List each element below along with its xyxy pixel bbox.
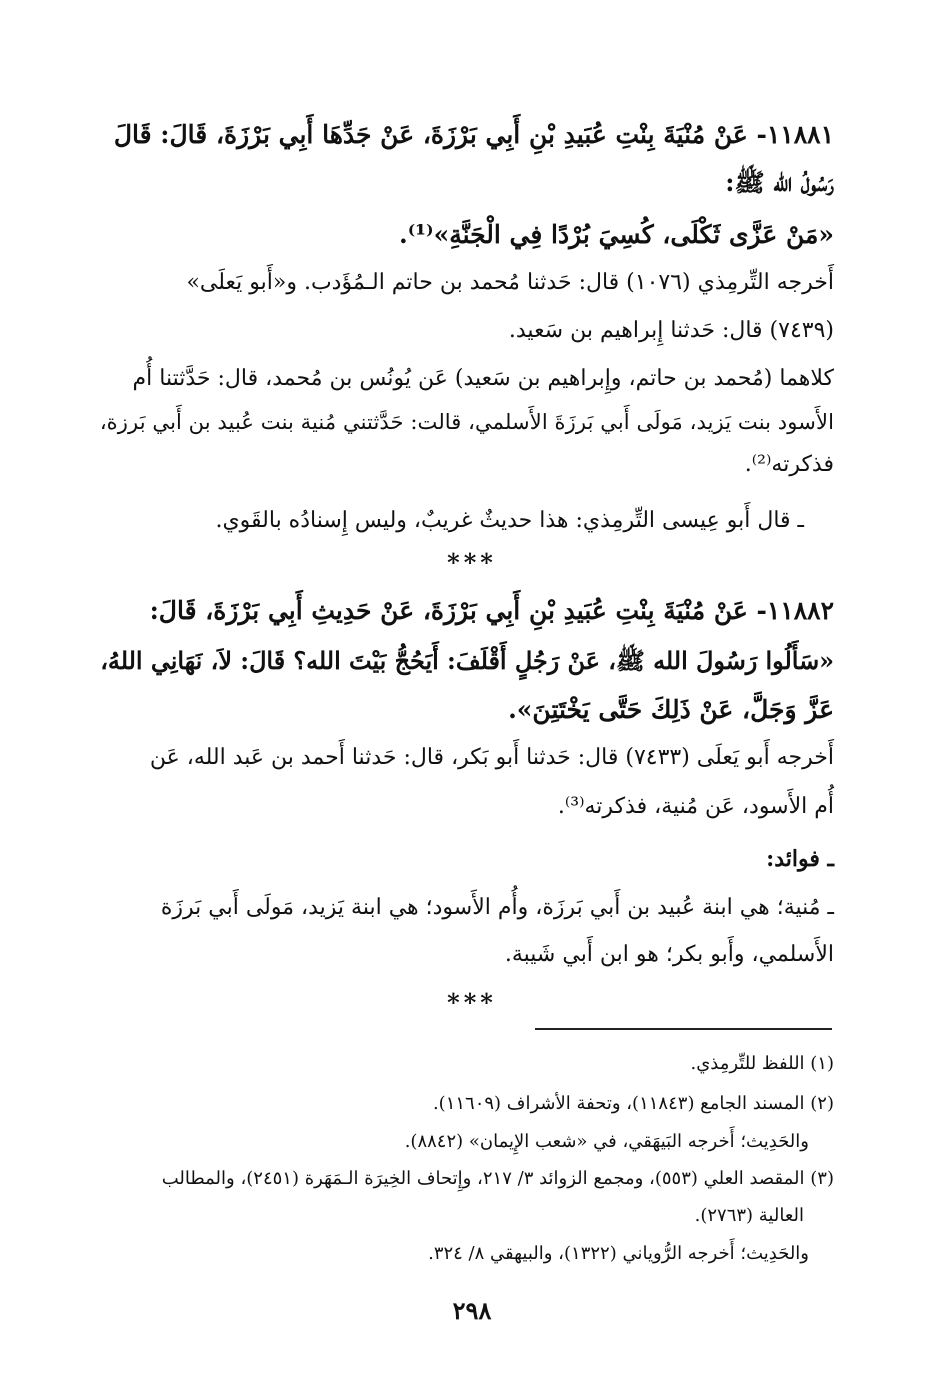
footnote-2-b: والحَدِيث؛ أَخرجه البَيهَقي، في «شعب الإِيمان» (٨٨٤٢). [404, 1131, 809, 1152]
hadith-2-line-1: ١١٨٨٢- عَنْ مُنْيَةَ بِنْتِ عُبَيدِ بْنِ أَبِي بَرْزَةَ، عَنْ حَدِيثِ أَبِي بَرْزَةَ، قَالَ: [149, 596, 834, 625]
footnote-2-a: (٢) المسند الجامع (١١٨٤٣)، وتحفة الأشراف (١١٦٠٩). [432, 1093, 834, 1114]
hadith-2-takhrij-2: أُم الأَسود، عَن مُنية، فذكرته⁽³⁾. [557, 794, 834, 819]
hadith-1-takhrij-1: أَخرجه التِّرمِذي (١٠٧٦) قال: حَدثنا مُحمد بن حاتم الـمُؤَدب. و«أَبو يَعلَى» [186, 270, 834, 295]
fawaid-line-1: ـ مُنية؛ هي ابنة عُبيد بن أَبي بَرزَة، وأُم الأَسود؛ هي ابنة يَزيد، مَولَى أَبي بَرزَة [160, 895, 834, 920]
hadith-1-matn: «مَنْ عَزَّى ثَكْلَى، كُسِيَ بُرْدًا فِي الْجَنَّةِ»⁽¹⁾. [399, 220, 834, 249]
hadith-2-line-2: «سَأَلُوا رَسُولَ الله ﷺ، عَنْ رَجُلٍ أَقْلَفَ: أَيَحُجُّ بَيْتَ الله؟ قَالَ: لاَ، نَهَانِي اللهُ، [100, 647, 834, 675]
footnote-divider [535, 1028, 832, 1030]
hadith-1-isnad-1: كلاهما (مُحمد بن حاتم، وإِبراهيم بن سَعيد) عَن يُونُس بن مُحمد، قال: حَدَّثتنا أُم [132, 366, 834, 391]
tirmidhi-note: ـ قال أَبو عِيسى التِّرمِذي: هذا حديثٌ غريبٌ، وليس إِسنادُه بالقَوي. [215, 508, 804, 533]
hadith-1-line-2: رَسُولُ الله ﷺ: [725, 168, 834, 197]
separator-1: *** [447, 548, 497, 577]
separator-2: *** [447, 988, 497, 1017]
fawaid-line-2: الأَسلمي، وأَبو بكر؛ هو ابن أَبي شَيبة. [504, 942, 834, 967]
footnote-3-c: والحَدِيث؛ أَخرجه الرُّوياني (١٣٢٢)، والبيهقي ٨/ ٣٢٤. [428, 1243, 809, 1264]
page-number: ٢٩٨ [452, 1296, 492, 1325]
footnote-1: (١) اللفظ للتِّرمِذي. [690, 1053, 834, 1074]
hadith-1-takhrij-2: (٧٤٣٩) قال: حَدثنا إِبراهيم بن سَعيد. [508, 318, 834, 343]
hadith-2-takhrij-1: أَخرجه أَبو يَعلَى (٧٤٣٣) قال: حَدثنا أَبو بَكر، قال: حَدثنا أَحمد بن عَبد الله، عَن [149, 745, 834, 770]
footnote-3-b: العالية (٢٧٦٣). [694, 1205, 804, 1226]
hadith-2-line-3: عَزَّ وَجَلَّ، عَنْ ذَلِكَ حَتَّى يَخْتَتِنَ». [508, 695, 834, 724]
hadith-1-isnad-3: فذكرته⁽²⁾. [744, 452, 834, 477]
hadith-1-isnad-2: الأَسود بنت يَزيد، مَولَى أَبي بَرزَةَ الأَسلمي، قالت: حَدَّثتني مُنية بنت عُبيد بن أَبي بَرزة، [99, 410, 834, 435]
footnote-3-a: (٣) المقصد العلي (٥٥٣)، ومجمع الزوائد ٣/ ٢١٧، وإِتحاف الخِيرَة الـمَهَرة (٢٤٥١)، والمطالب [161, 1168, 834, 1189]
hadith-1-line-1: ١١٨٨١- عَنْ مُنْيَةَ بِنْتِ عُبَيدِ بْنِ أَبِي بَرْزَةَ، عَنْ جَدِّهَا أَبِي بَرْزَةَ، قَالَ: قَالَ [113, 120, 834, 149]
fawaid-heading: ـ فوائد: [766, 846, 834, 872]
